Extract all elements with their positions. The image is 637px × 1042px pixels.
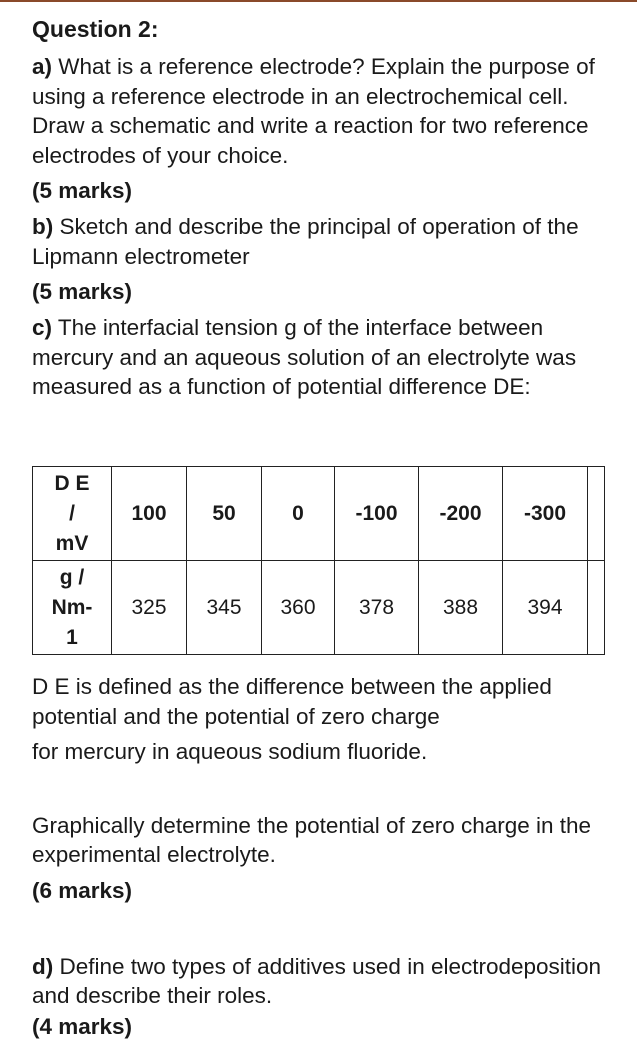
part-c-continued (32, 672, 622, 1011)
part-d-label: d) (32, 953, 54, 979)
part-b-body: Sketch and describe the principal of operation of the Lipmann electrometer (32, 214, 579, 269)
part-c-marks: (6 marks) (32, 877, 133, 903)
table-cell: -200 (419, 467, 503, 561)
part-d-marks-partial: (4 marks) (32, 1014, 133, 1039)
part-a-text (32, 52, 622, 170)
table-cell: 394 (503, 561, 588, 655)
task-text: Graphically determine the potential of zero charge in the experimental electrolyte. (32, 812, 592, 867)
part-a-label: a) (32, 54, 53, 79)
table-cell: 100 (112, 467, 187, 561)
table-cell: 378 (335, 561, 419, 655)
top-border (0, 0, 637, 2)
row-header-potential: D E / mV (33, 467, 112, 561)
table-cell-empty (588, 467, 605, 561)
part-b-text (32, 212, 622, 271)
row-header-tension: g / Nm- 1 (33, 561, 112, 655)
definition-text-1: D E is defined as the difference between the applied potential and the potential of zero charge (32, 674, 552, 729)
part-a-marks: (5 marks) (32, 178, 133, 203)
table-cell: 50 (187, 467, 262, 561)
table-row-tension (33, 561, 605, 655)
table-row-potential (33, 467, 605, 561)
part-a-body: What is a reference electrode? Explain the purpose of using a reference electrode in an electrochemical cell. Draw a schematic and write a reaction for two reference electrodes of your choice. (32, 54, 595, 168)
definition-text-2: for mercury in aqueous sodium fluoride. (32, 739, 428, 764)
table-cell-empty (588, 561, 605, 655)
part-d-body: Define two types of additives used in electrodeposition and describe their roles. (32, 953, 602, 1008)
part-d-text (32, 952, 622, 1011)
part-c-text (32, 313, 622, 402)
table-cell: -100 (335, 467, 419, 561)
part-b-marks: (5 marks) (32, 279, 133, 304)
part-c-body: The interfacial tension g of the interface between mercury and an aqueous solution of an electrolyte was measured as a function of potential difference DE: (32, 315, 577, 399)
data-table (32, 466, 605, 655)
question-body (32, 14, 622, 402)
table-cell: 325 (112, 561, 187, 655)
table-cell: 388 (419, 561, 503, 655)
part-c-label: c) (32, 315, 53, 340)
table-cell: 360 (262, 561, 335, 655)
table-cell: 345 (187, 561, 262, 655)
question-title: Question 2: (32, 16, 159, 42)
table-cell: -300 (503, 467, 588, 561)
table-cell: 0 (262, 467, 335, 561)
part-b-label: b) (32, 214, 54, 239)
